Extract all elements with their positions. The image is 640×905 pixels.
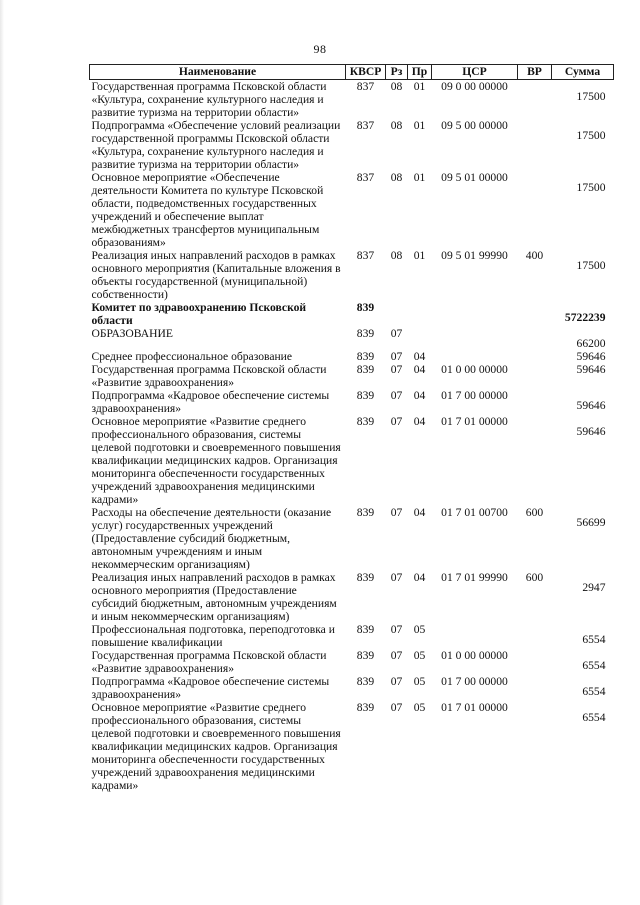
cell-sum: 6554 <box>582 711 606 724</box>
cell-kvsr: 839 <box>356 363 375 376</box>
table-row <box>90 249 614 301</box>
cell-csr <box>432 623 518 649</box>
cell-name: Реализация иных направлений расходов в рамках основного мероприятия (Предоставление субсидий бюджетным, автономным учреждениям и иным некоммерческим организациям) <box>91 571 337 623</box>
cell-sum: 5722239 <box>564 311 606 324</box>
cell-name: ОБРАЗОВАНИЕ <box>91 327 173 340</box>
cell-name: Основное мероприятие «Развитие среднего профессионального образования, системы целевой подготовки и своевременного повышения квалификации медицинских кадров. Организация мониторинга обеспеченности государственных учреждений здравоохранения медицинскими кадрами» <box>91 701 341 792</box>
table-body <box>90 80 614 793</box>
cell-rz <box>386 301 408 327</box>
header-name: Наименование <box>90 65 346 80</box>
table-row <box>90 119 614 171</box>
cell-csr: 01 7 01 00000 <box>441 415 508 428</box>
table-header-row <box>90 65 614 80</box>
cell-vr: 600 <box>525 506 544 519</box>
cell-vr <box>518 389 552 415</box>
cell-vr <box>518 415 552 506</box>
table-row <box>90 506 614 571</box>
cell-name: Профессиональная подготовка, переподготовка и повышение квалификации <box>91 623 335 649</box>
cell-rz: 07 <box>390 623 403 636</box>
cell-pr: 01 <box>413 80 426 93</box>
cell-pr: 04 <box>413 350 426 363</box>
cell-csr: 01 7 01 00700 <box>441 506 508 519</box>
cell-rz: 07 <box>390 649 403 662</box>
cell-sum: 66200 <box>576 337 606 350</box>
cell-sum: 59646 <box>576 363 606 376</box>
table-row <box>90 701 614 792</box>
cell-sum: 59646 <box>576 350 606 363</box>
cell-rz: 07 <box>390 363 403 376</box>
table-row <box>90 171 614 249</box>
cell-name: Основное мероприятие «Обеспечение деятельности Комитета по культуре Псковской области, подведомственных государственных учреждений и обеспечение выплат межбюджетных трансфертов муниципальным образованиям» <box>91 171 324 249</box>
cell-rz: 07 <box>390 701 403 714</box>
table-row <box>90 350 614 363</box>
cell-csr <box>432 327 518 350</box>
cell-csr: 09 0 00 00000 <box>441 80 508 93</box>
cell-csr: 01 7 00 00000 <box>441 675 508 688</box>
table-row <box>90 327 614 350</box>
cell-sum: 17500 <box>576 90 606 103</box>
cell-rz: 07 <box>390 506 403 519</box>
cell-sum: 6554 <box>582 633 606 646</box>
cell-rz: 08 <box>390 249 403 262</box>
cell-rz: 07 <box>390 571 403 584</box>
cell-pr: 04 <box>413 415 426 428</box>
cell-rz: 08 <box>390 171 403 184</box>
header-sum: Сумма <box>552 65 614 80</box>
cell-name: Подпрограмма «Кадровое обеспечение системы здравоохранения» <box>91 675 330 701</box>
cell-name: Подпрограмма «Обеспечение условий реализации государственной программы Псковской области «Культура, сохранение культурного наследия и развитие туризма на территории области» <box>91 119 341 171</box>
header-kvsr: КВСР <box>346 65 386 80</box>
cell-rz: 07 <box>390 327 403 340</box>
cell-vr <box>518 675 552 701</box>
table-row <box>90 301 614 327</box>
cell-rz: 08 <box>390 119 403 132</box>
cell-kvsr: 837 <box>356 119 375 132</box>
cell-csr: 09 5 01 99990 <box>441 249 508 262</box>
cell-pr: 01 <box>413 119 426 132</box>
header-vr: ВР <box>518 65 552 80</box>
cell-name: Государственная программа Псковской области «Развитие здравоохранения» <box>91 363 327 389</box>
cell-sum: 6554 <box>582 659 606 672</box>
cell-kvsr: 839 <box>356 327 375 340</box>
cell-kvsr: 839 <box>356 350 375 363</box>
cell-vr <box>518 301 552 327</box>
cell-csr: 01 7 01 99990 <box>441 571 508 584</box>
cell-vr <box>518 119 552 171</box>
cell-sum: 59646 <box>576 425 606 438</box>
cell-pr: 04 <box>413 363 426 376</box>
header-rz: Рз <box>386 65 408 80</box>
cell-name: Комитет по здравоохранению Псковской области <box>91 301 307 327</box>
cell-sum: 6554 <box>582 685 606 698</box>
table-row <box>90 675 614 701</box>
cell-name: Государственная программа Псковской области «Культура, сохранение культурного наследия и развитие туризма на территории области» <box>91 80 327 119</box>
cell-kvsr: 839 <box>356 623 375 636</box>
cell-rz: 07 <box>390 389 403 402</box>
cell-kvsr: 839 <box>356 649 375 662</box>
cell-csr: 09 5 01 00000 <box>441 171 508 184</box>
cell-vr: 600 <box>525 571 544 584</box>
budget-table <box>89 64 614 792</box>
cell-kvsr: 837 <box>356 171 375 184</box>
table-row <box>90 623 614 649</box>
cell-vr <box>518 327 552 350</box>
cell-kvsr: 839 <box>356 675 375 688</box>
cell-rz: 07 <box>390 350 403 363</box>
cell-kvsr: 839 <box>356 389 375 402</box>
cell-csr: 09 5 00 00000 <box>441 119 508 132</box>
cell-pr: 05 <box>413 623 426 636</box>
cell-rz: 07 <box>390 675 403 688</box>
cell-csr: 01 7 00 00000 <box>441 389 508 402</box>
cell-kvsr: 839 <box>356 701 375 714</box>
cell-csr: 01 7 01 00000 <box>441 701 508 714</box>
cell-vr <box>518 171 552 249</box>
table-row <box>90 649 614 675</box>
cell-sum: 17500 <box>576 129 606 142</box>
cell-vr <box>518 701 552 792</box>
header-csr: ЦСР <box>432 65 518 80</box>
cell-sum: 17500 <box>576 259 606 272</box>
cell-pr: 04 <box>413 571 426 584</box>
cell-vr: 400 <box>525 249 544 262</box>
cell-pr: 01 <box>413 249 426 262</box>
cell-csr: 01 0 00 00000 <box>441 649 508 662</box>
cell-pr: 01 <box>413 171 426 184</box>
cell-pr: 04 <box>413 389 426 402</box>
cell-kvsr: 839 <box>356 301 375 314</box>
cell-vr <box>518 649 552 675</box>
cell-csr: 01 0 00 00000 <box>441 363 508 376</box>
cell-sum: 17500 <box>576 181 606 194</box>
cell-kvsr: 839 <box>356 415 375 428</box>
cell-name: Подпрограмма «Кадровое обеспечение системы здравоохранения» <box>91 389 330 415</box>
cell-pr: 05 <box>413 701 426 714</box>
cell-vr <box>518 350 552 363</box>
cell-kvsr: 837 <box>356 249 375 262</box>
cell-pr <box>408 327 432 350</box>
header-pr: Пр <box>408 65 432 80</box>
cell-name: Реализация иных направлений расходов в рамках основного мероприятия (Капитальные вложения в объекты государственной (муниципальной) собственности) <box>91 249 341 301</box>
table-row <box>90 80 614 120</box>
cell-kvsr: 839 <box>356 506 375 519</box>
page-number: 98 <box>313 42 327 56</box>
cell-csr <box>432 301 518 327</box>
cell-vr <box>518 623 552 649</box>
scan-edge <box>0 0 4 905</box>
cell-pr: 04 <box>413 506 426 519</box>
cell-kvsr: 839 <box>356 571 375 584</box>
cell-kvsr: 837 <box>356 80 375 93</box>
cell-name: Расходы на обеспечение деятельности (оказание услуг) государственных учреждений (Предоставление субсидий бюджетным, автономным учреждениям и иным некоммерческим организациям) <box>91 506 332 571</box>
cell-pr: 05 <box>413 649 426 662</box>
cell-name: Среднее профессиональное образование <box>91 350 293 363</box>
cell-name: Государственная программа Псковской области «Развитие здравоохранения» <box>91 649 327 675</box>
cell-name: Основное мероприятие «Развитие среднего профессионального образования, системы целевой подготовки и своевременного повышения квалификации медицинских кадров. Организация мониторинга обеспеченности государственных учреждений здравоохранения медицинскими кадрами» <box>91 415 341 506</box>
cell-vr <box>518 363 552 389</box>
table-row <box>90 363 614 389</box>
cell-rz: 08 <box>390 80 403 93</box>
cell-sum: 56699 <box>576 516 606 529</box>
cell-pr: 05 <box>413 675 426 688</box>
cell-pr <box>408 301 432 327</box>
cell-rz: 07 <box>390 415 403 428</box>
table-row <box>90 415 614 506</box>
table-row <box>90 389 614 415</box>
cell-vr <box>518 80 552 120</box>
cell-sum: 59646 <box>576 399 606 412</box>
cell-csr <box>432 350 518 363</box>
table-row <box>90 571 614 623</box>
cell-sum: 2947 <box>582 581 606 594</box>
